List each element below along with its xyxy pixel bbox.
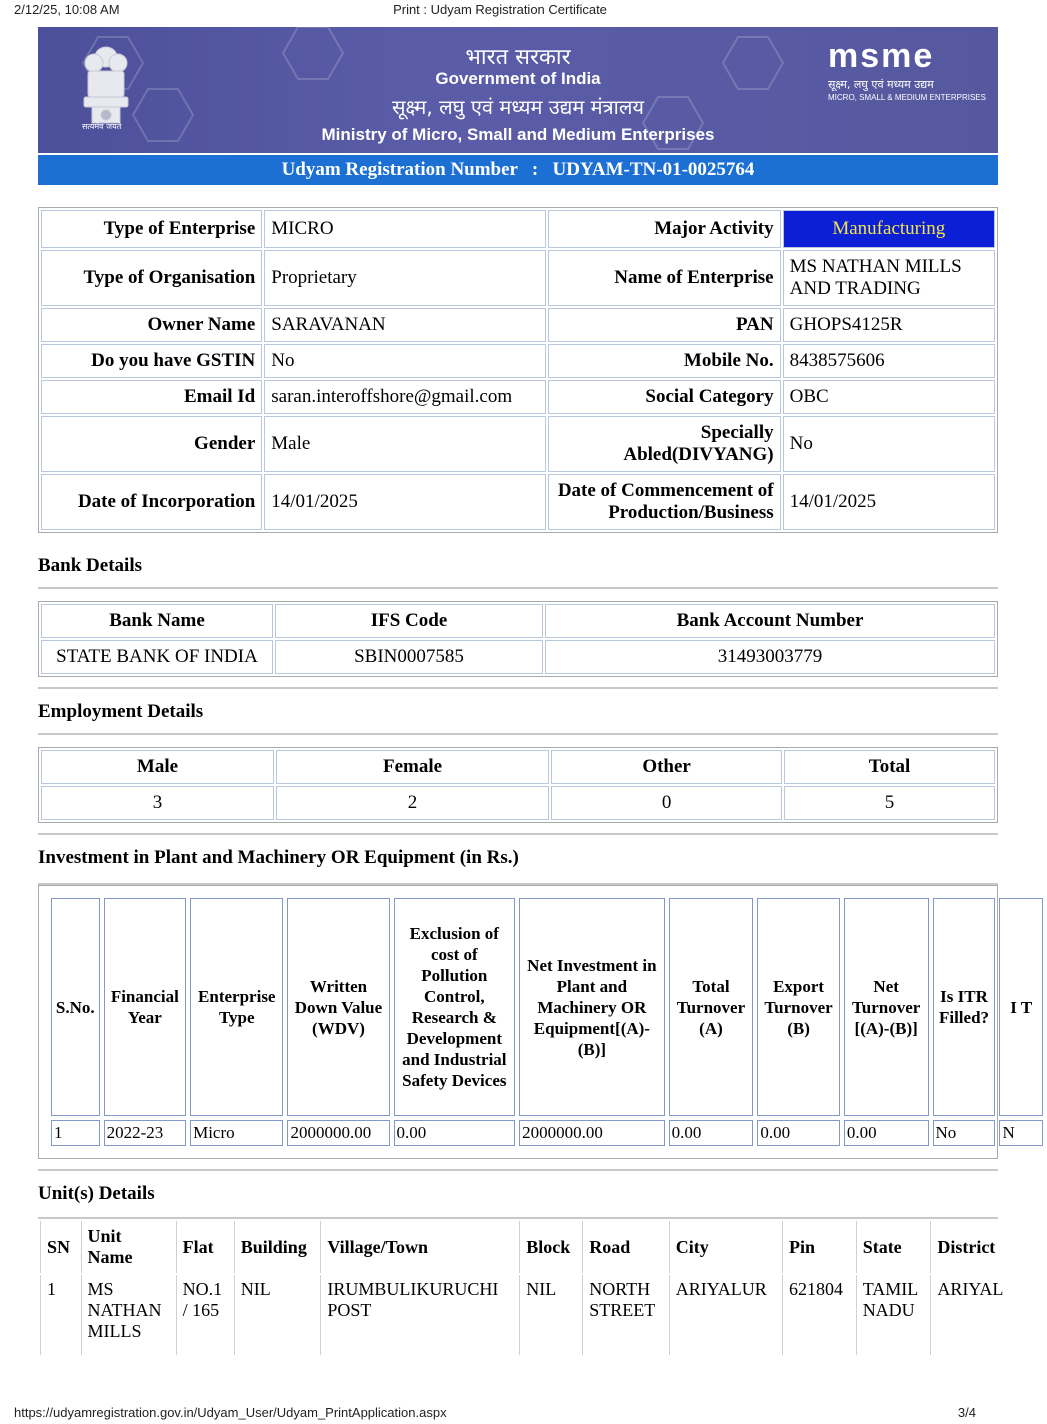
table-row bbox=[41, 640, 995, 674]
itr-filled-value: No bbox=[933, 1120, 996, 1146]
registration-number-bar bbox=[38, 153, 998, 185]
female-count: 2 bbox=[276, 786, 549, 820]
emblem-caption: सत्यमेव जयते bbox=[82, 122, 122, 131]
net-turnover-header: Net Turnover [(A)-(B)] bbox=[844, 898, 929, 1116]
export-turnover-value: 0.00 bbox=[757, 1120, 840, 1146]
gstin-label: Do you have GSTIN bbox=[41, 344, 262, 378]
msme-logo-hindi: सूक्ष्म, लघु एवं मध्यम उद्यम bbox=[828, 78, 934, 91]
table-row bbox=[40, 1221, 1016, 1273]
print-url: https://udyamregistration.gov.in/Udyam_User/Udyam_PrintApplication.aspx bbox=[14, 1405, 447, 1420]
female-header: Female bbox=[276, 750, 549, 784]
net-turnover-value: 0.00 bbox=[844, 1120, 929, 1146]
flat-header: Flat bbox=[176, 1221, 232, 1273]
table-row bbox=[41, 210, 995, 248]
page-number: 3/4 bbox=[957, 1405, 976, 1420]
registration-number: UDYAM-TN-01-0025764 bbox=[552, 159, 755, 180]
sno-header: S.No. bbox=[51, 898, 100, 1116]
block-header: Block bbox=[519, 1221, 580, 1273]
total-count: 5 bbox=[784, 786, 995, 820]
investment-table bbox=[47, 894, 1047, 1150]
ifs-code-header: IFS Code bbox=[275, 604, 543, 638]
bank-details-heading: Bank Details bbox=[38, 555, 142, 576]
bank-details-table bbox=[38, 601, 998, 677]
table-row bbox=[41, 308, 995, 342]
employment-details-table bbox=[38, 747, 998, 823]
table-row bbox=[51, 898, 1043, 1116]
wdv-value: 2000000.00 bbox=[287, 1120, 389, 1146]
unit-sn-value: 1 bbox=[40, 1275, 79, 1355]
city-value: ARIYALUR bbox=[669, 1275, 780, 1355]
total-turnover-value: 0.00 bbox=[669, 1120, 754, 1146]
major-activity-label: Major Activity bbox=[548, 210, 781, 248]
exclusion-cost-value: 0.00 bbox=[394, 1120, 516, 1146]
village-town-value: IRUMBULIKURUCHI POST bbox=[320, 1275, 517, 1355]
village-town-header: Village/Town bbox=[320, 1221, 517, 1273]
account-number-value: 31493003779 bbox=[545, 640, 995, 674]
government-title: Government of India bbox=[435, 69, 601, 88]
enterprise-name-label: Name of Enterprise bbox=[548, 250, 781, 306]
gstin-value: No bbox=[264, 344, 546, 378]
commencement-date-label: Date of Commencement of Production/Business bbox=[548, 474, 781, 530]
bank-name-header: Bank Name bbox=[41, 604, 273, 638]
district-header: District bbox=[930, 1221, 1016, 1273]
print-header bbox=[0, 0, 1000, 22]
ifs-code-value: SBIN0007585 bbox=[275, 640, 543, 674]
pin-header: Pin bbox=[782, 1221, 854, 1273]
building-value: NIL bbox=[234, 1275, 319, 1355]
enterprise-details-table bbox=[38, 207, 998, 533]
bank-name-value: STATE BANK OF INDIA bbox=[41, 640, 273, 674]
owner-name-label: Owner Name bbox=[41, 308, 262, 342]
flat-value: NO.1 / 165 bbox=[176, 1275, 232, 1355]
enterprise-type-value: Micro bbox=[190, 1120, 283, 1146]
table-row bbox=[41, 786, 995, 820]
table-row bbox=[41, 344, 995, 378]
gender-label: Gender bbox=[41, 416, 262, 472]
district-value: ARIYAL bbox=[930, 1275, 1016, 1355]
unit-details-table bbox=[38, 1219, 1018, 1357]
organisation-type-label: Type of Organisation bbox=[41, 250, 262, 306]
pan-label: PAN bbox=[548, 308, 781, 342]
itr-type-value: N bbox=[999, 1120, 1043, 1146]
net-investment-header: Net Investment in Plant and Machinery OR Equipment[(A)-(B)] bbox=[519, 898, 665, 1116]
type-of-enterprise-label: Type of Enterprise bbox=[41, 210, 262, 248]
itr-filled-header: Is ITR Filled? bbox=[933, 898, 996, 1116]
state-value: TAMIL NADU bbox=[856, 1275, 929, 1355]
total-turnover-header: Total Turnover (A) bbox=[669, 898, 754, 1116]
divyang-label: Specially Abled(DIVYANG) bbox=[548, 416, 781, 472]
email-label: Email Id bbox=[41, 380, 262, 414]
investment-heading: Investment in Plant and Machinery OR Equipment (in Rs.) bbox=[38, 847, 519, 868]
financial-year-value: 2022-23 bbox=[104, 1120, 187, 1146]
city-header: City bbox=[669, 1221, 780, 1273]
table-row bbox=[41, 250, 995, 306]
certificate-content bbox=[38, 27, 1033, 1402]
mobile-label: Mobile No. bbox=[548, 344, 781, 378]
table-row bbox=[41, 750, 995, 784]
type-of-enterprise-value: MICRO bbox=[264, 210, 546, 248]
hindi-ministry-title: सूक्ष्म, लघु एवं मध्यम उद्यम मंत्रालय bbox=[392, 95, 644, 119]
divyang-value: No bbox=[783, 416, 995, 472]
block-value: NIL bbox=[519, 1275, 580, 1355]
export-turnover-header: Export Turnover (B) bbox=[757, 898, 840, 1116]
social-category-value: OBC bbox=[783, 380, 995, 414]
table-row bbox=[41, 380, 995, 414]
organisation-type-value: Proprietary bbox=[264, 250, 546, 306]
wdv-header: Written Down Value (WDV) bbox=[287, 898, 389, 1116]
hindi-government-title: भारत सरकार bbox=[465, 45, 571, 70]
pan-value: GHOPS4125R bbox=[783, 308, 995, 342]
ministry-title: Ministry of Micro, Small and Medium Enterprises bbox=[321, 125, 715, 144]
other-count: 0 bbox=[551, 786, 782, 820]
print-title: Print : Udyam Registration Certificate bbox=[393, 2, 607, 17]
owner-name-value: SARAVANAN bbox=[264, 308, 546, 342]
email-value: saran.interoffshore@gmail.com bbox=[264, 380, 546, 414]
financial-year-header: Financial Year bbox=[104, 898, 187, 1116]
registration-label: Udyam Registration Number bbox=[281, 159, 518, 180]
print-datetime: 2/12/25, 10:08 AM bbox=[14, 2, 120, 17]
total-header: Total bbox=[784, 750, 995, 784]
unit-details-heading: Unit(s) Details bbox=[38, 1183, 155, 1204]
investment-table-wrapper bbox=[38, 885, 1033, 1159]
incorporation-date-label: Date of Incorporation bbox=[41, 474, 262, 530]
unit-name-header: Unit Name bbox=[81, 1221, 174, 1273]
unit-sn-header: SN bbox=[40, 1221, 79, 1273]
sno-value: 1 bbox=[51, 1120, 100, 1146]
state-header: State bbox=[856, 1221, 929, 1273]
ministry-banner bbox=[38, 27, 998, 153]
building-header: Building bbox=[234, 1221, 319, 1273]
unit-name-value: MS NATHAN MILLS bbox=[81, 1275, 174, 1355]
msme-logo-subtitle: MICRO, SMALL & MEDIUM ENTERPRISES bbox=[828, 93, 986, 102]
pin-value: 621804 bbox=[782, 1275, 854, 1355]
male-header: Male bbox=[41, 750, 274, 784]
mobile-value: 8438575606 bbox=[783, 344, 995, 378]
table-row bbox=[41, 416, 995, 472]
exclusion-cost-header: Exclusion of cost of Pollution Control, Research & Development and Industrial Safety Devices bbox=[394, 898, 516, 1116]
employment-details-heading: Employment Details bbox=[38, 701, 204, 722]
table-row bbox=[40, 1275, 1016, 1355]
male-count: 3 bbox=[41, 786, 274, 820]
major-activity-value: Manufacturing bbox=[783, 210, 995, 248]
commencement-date-value: 14/01/2025 bbox=[783, 474, 995, 530]
gender-value: Male bbox=[264, 416, 546, 472]
registration-separator: : bbox=[531, 159, 539, 180]
incorporation-date-value: 14/01/2025 bbox=[264, 474, 546, 530]
msme-logo: msme bbox=[828, 37, 935, 75]
itr-type-header: I T bbox=[999, 898, 1043, 1116]
enterprise-name-value: MS NATHAN MILLS AND TRADING bbox=[783, 250, 995, 306]
other-header: Other bbox=[551, 750, 782, 784]
road-header: Road bbox=[582, 1221, 667, 1273]
social-category-label: Social Category bbox=[548, 380, 781, 414]
print-footer bbox=[0, 1402, 1000, 1424]
table-row bbox=[51, 1120, 1043, 1146]
net-investment-value: 2000000.00 bbox=[519, 1120, 665, 1146]
enterprise-type-header: Enterprise Type bbox=[190, 898, 283, 1116]
table-row bbox=[41, 604, 995, 638]
account-number-header: Bank Account Number bbox=[545, 604, 995, 638]
table-row bbox=[41, 474, 995, 530]
road-value: NORTH STREET bbox=[582, 1275, 667, 1355]
